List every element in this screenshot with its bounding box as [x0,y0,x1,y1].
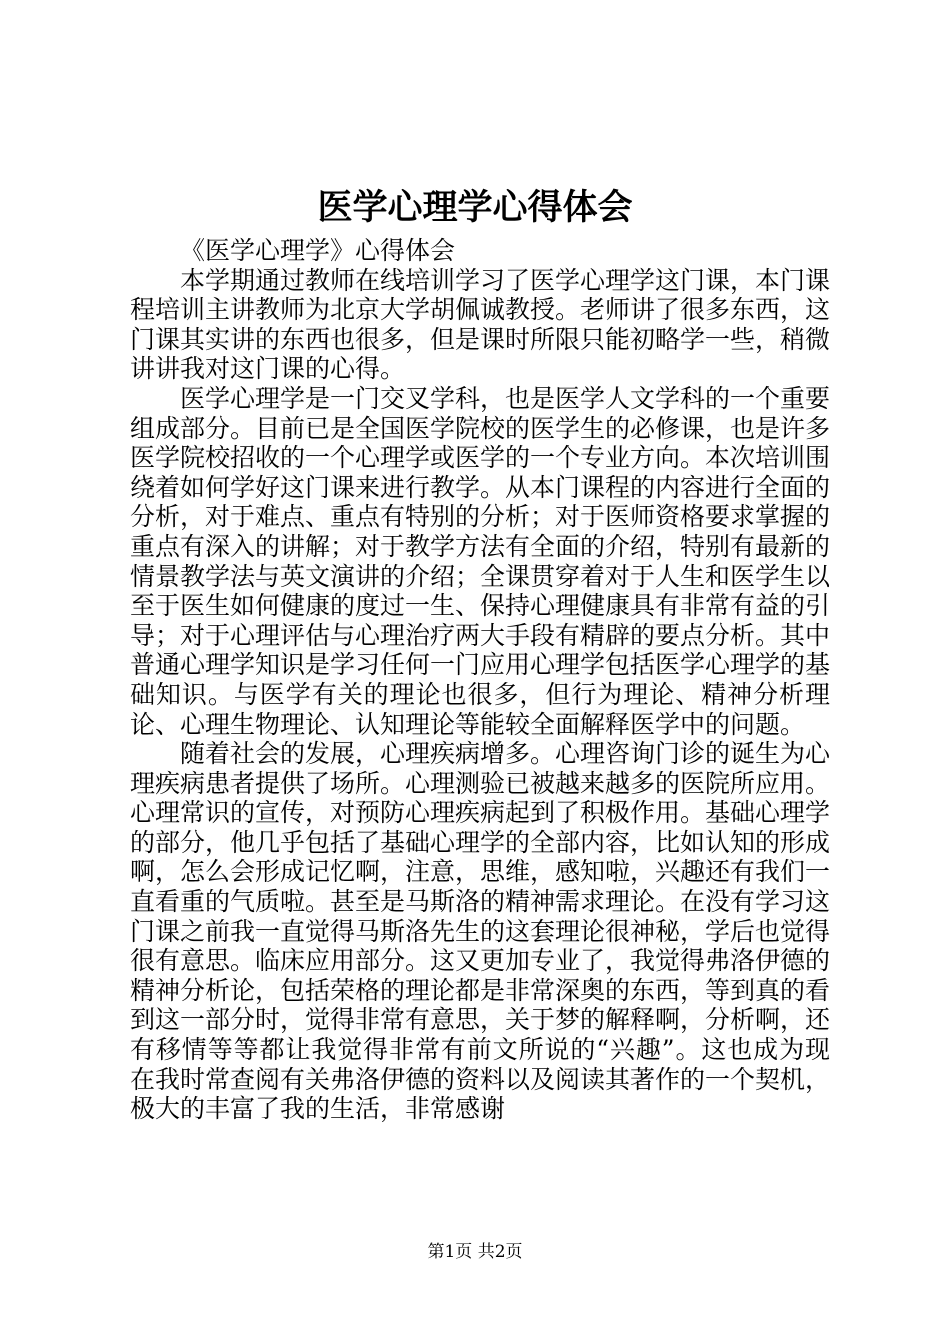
document-body [130,236,830,1124]
subtitle-paragraph: 《医学心理学》心得体会 [180,236,456,265]
body-paragraph: 本学期通过教师在线培训学习了医学心理学这门课，本门课程培训主讲教师为北京大学胡佩诚教授。老师讲了很多东西，这门课其实讲的东西也很多，但是课时所限只能初略学一些，稍微讲讲我对这门课的心得。 [130,265,831,384]
document-title: 医学心理学心得体会 [317,187,633,228]
body-paragraph: 随着社会的发展，心理疾病增多。心理咨询门诊的诞生为心理疾病患者提供了场所。心理测验已被越来越多的医院所应用。心理常识的宣传，对预防心理疾病起到了积极作用。基础心理学的部分，他几乎包括了基础心理学的全部内容，比如认知的形成啊，怎么会形成记忆啊，注意，思维，感知啦，兴趣还有我们一直看重的气质啦。甚至是马斯洛的精神需求理论。在没有学习这门课之前我一直觉得马斯洛先生的这套理论很神秘，学后也觉得很有意思。临床应用部分。这又更加专业了，我觉得弗洛伊德的精神分析论，包括荣格的理论都是非常深奥的东西，等到真的看到这一部分时，觉得非常有意思，关于梦的解释啊，分析啊，还有移情等等都让我觉得非常有前文所说的“兴趣”。这也成为现在我时常查阅有关弗洛伊德的资料以及阅读其著作的一个契机，极大的丰富了我的生活，非常感谢 [130,739,831,1124]
body-paragraph: 医学心理学是一门交叉学科，也是医学人文学科的一个重要组成部分。目前已是全国医学院校的医学生的必修课，也是许多医学院校招收的一个心理学或医学的一个专业方向。本次培训围绕着如何学好这门课来进行教学。从本门课程的内容进行全面的分析，对于难点、重点有特别的分析；对于医师资格要求掌握的重点有深入的讲解；对于教学方法有全面的介绍，特别有最新的情景教学法与英文演讲的介绍；全课贯穿着对于人生和医学生以至于医生如何健康的度过一生、保持心理健康具有非常有益的引导；对于心理评估与心理治疗两大手段有精辟的要点分析。其中普通心理学知识是学习任何一门应用心理学包括医学心理学的基础知识。与医学有关的理论也很多，但行为理论、精神分析理论、心理生物理论、认知理论等能较全面解释医学中的问题。 [130,383,831,739]
page-number-footer: 第1页 共2页 [427,1242,523,1262]
